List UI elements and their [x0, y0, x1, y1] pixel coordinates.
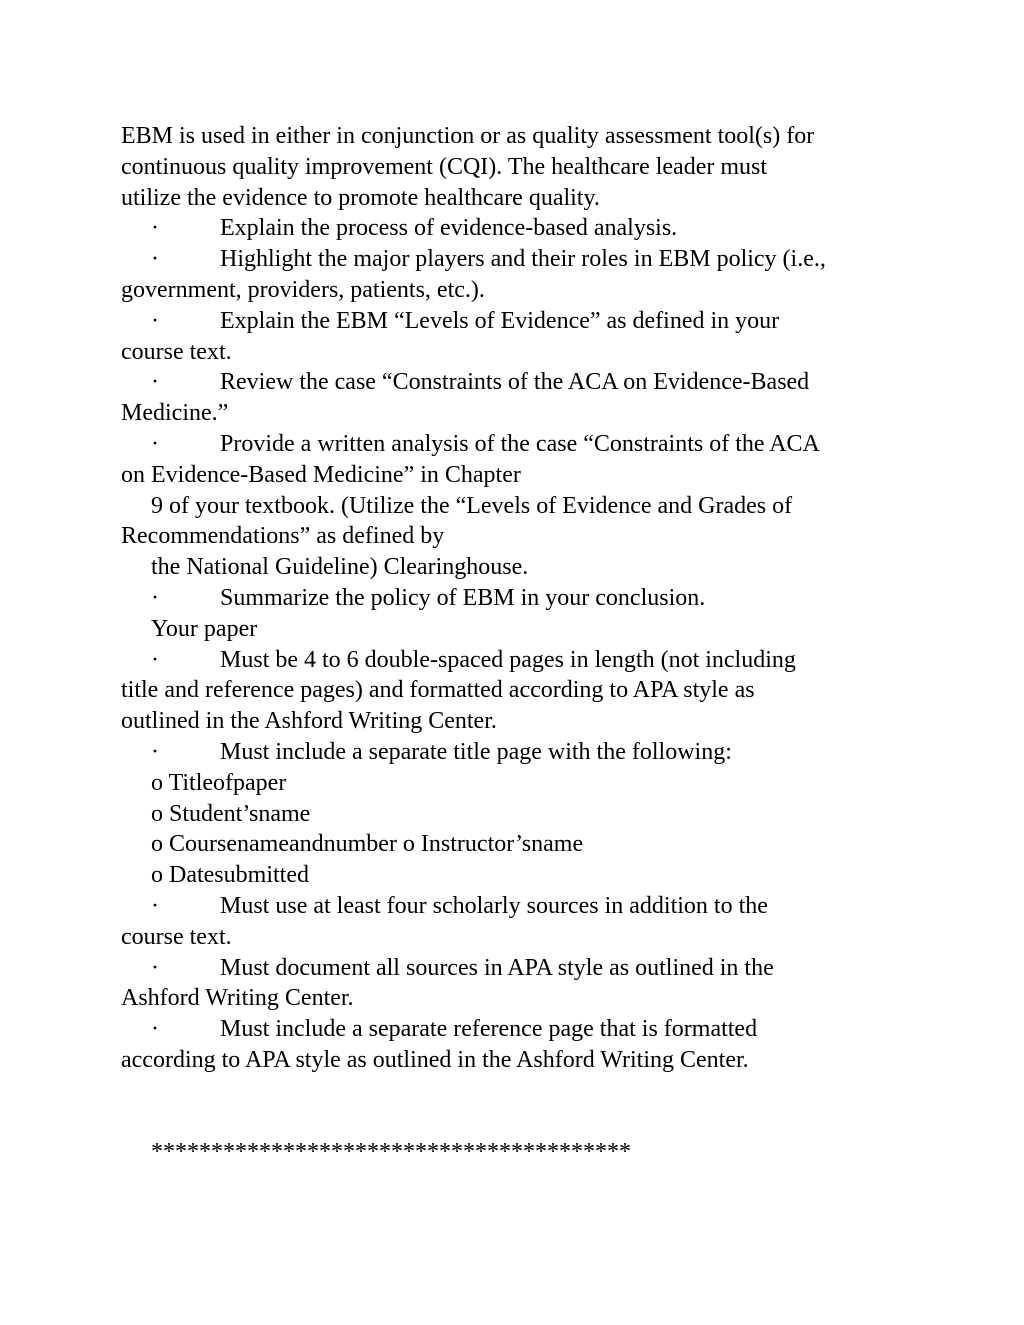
bullet-marker: · — [151, 646, 159, 673]
bullet-continuation: title and reference pages) and formatted according to APA style as — [121, 677, 755, 704]
bullet-item — [121, 306, 911, 337]
bullet-text: Provide a written analysis of the case “Constraints of the ACA — [220, 430, 820, 457]
bullet-marker: · — [151, 954, 159, 981]
sub-item: o Titleofpaper — [151, 769, 287, 796]
bullet-marker: · — [151, 892, 159, 919]
bullet-marker: · — [151, 246, 159, 273]
bullet-item — [121, 213, 911, 244]
bullet-text: Must be 4 to 6 double-spaced pages in length (not including — [220, 646, 796, 673]
sub-item: o Coursenameandnumber o Instructor’sname — [151, 831, 584, 858]
bullet-continuation: Recommendations” as defined by — [121, 523, 445, 550]
document-body — [121, 121, 911, 1168]
bullet-continuation: the National Guideline) Clearinghouse. — [151, 554, 529, 581]
intro-line: continuous quality improvement (CQI). The healthcare leader must — [121, 153, 768, 180]
spacer — [121, 1076, 911, 1138]
bullet-text: Explain the process of evidence-based analysis. — [220, 215, 678, 242]
bullet-text: Must document all sources in APA style as outlined in the — [220, 954, 774, 981]
intro-line: utilize the evidence to promote healthcare quality. — [121, 184, 600, 211]
bullet-marker: · — [151, 584, 159, 611]
bullet-text: Review the case “Constraints of the ACA on Evidence-Based — [220, 369, 810, 396]
bullet-text: Must include a separate title page with the following: — [220, 738, 732, 765]
bullet-marker: · — [151, 430, 159, 457]
bullet-item — [121, 367, 911, 398]
intro-line: EBM is used in either in conjunction or as quality assessment tool(s) for — [121, 123, 815, 149]
bullet-continuation: government, providers, patients, etc.). — [121, 276, 485, 303]
section-label: Your paper — [151, 615, 258, 642]
bullet-marker: · — [151, 738, 159, 765]
bullet-continuation: outlined in the Ashford Writing Center. — [121, 708, 497, 735]
bullet-continuation: course text. — [121, 338, 232, 365]
bullet-marker: · — [151, 307, 159, 334]
bullet-item — [121, 891, 911, 922]
bullet-item — [121, 645, 911, 676]
bullet-item — [121, 737, 911, 768]
bullet-marker: · — [151, 1016, 159, 1043]
bullet-text: Highlight the major players and their roles in EBM policy (i.e., — [220, 246, 826, 273]
sub-item: o Datesubmitted — [151, 862, 309, 889]
bullet-item — [121, 244, 911, 275]
bullet-continuation: course text. — [121, 923, 232, 950]
bullet-marker: · — [151, 215, 159, 242]
bullet-continuation: 9 of your textbook. (Utilize the “Levels of Evidence and Grades of — [151, 492, 793, 519]
bullet-item — [121, 953, 911, 984]
bullet-continuation: Ashford Writing Center. — [121, 985, 354, 1012]
bullet-text: Explain the EBM “Levels of Evidence” as defined in your — [220, 307, 780, 334]
bullet-continuation: according to APA style as outlined in the Ashford Writing Center. — [121, 1046, 749, 1073]
bullet-item — [121, 429, 911, 460]
sub-item: o Student’sname — [151, 800, 311, 827]
bullet-text: Must include a separate reference page that is formatted — [220, 1016, 758, 1043]
bullet-continuation: Medicine.” — [121, 400, 229, 427]
bullet-text: Must use at least four scholarly sources in addition to the — [220, 892, 768, 919]
bullet-continuation: on Evidence-Based Medicine” in Chapter — [121, 461, 521, 488]
bullet-item — [121, 1014, 911, 1045]
separator-line: **************************************** — [151, 1139, 631, 1166]
bullet-text: Summarize the policy of EBM in your conclusion. — [220, 584, 706, 611]
bullet-item — [121, 583, 911, 614]
bullet-marker: · — [151, 369, 159, 396]
